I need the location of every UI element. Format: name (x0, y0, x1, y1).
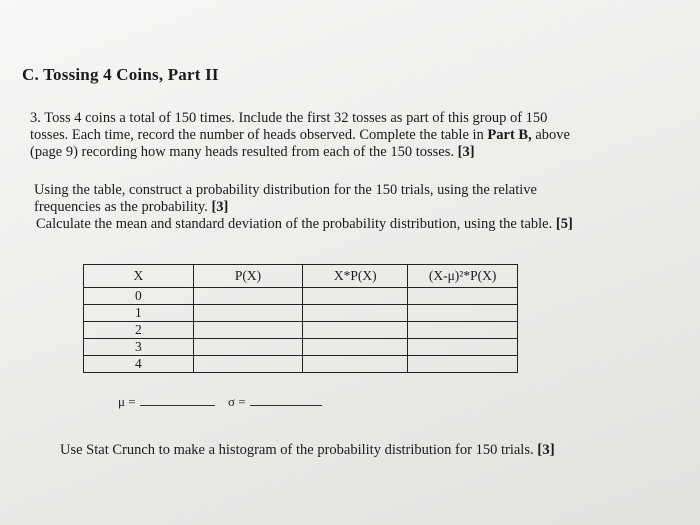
calculate-text: Calculate the mean and standard deviation of the probability distribution, using the table. (36, 216, 556, 232)
px-cell[interactable] (193, 356, 303, 373)
variance-cell[interactable] (408, 322, 518, 339)
calculate-instruction (36, 216, 573, 233)
question-3-line-2 (30, 127, 570, 144)
px-cell[interactable] (193, 322, 303, 339)
construct-line-2 (34, 199, 537, 216)
x-px-cell[interactable] (303, 322, 408, 339)
std-dev-answer-blank[interactable] (250, 397, 322, 406)
x-value: 1 (84, 305, 194, 322)
header-x-times-px: X*P(X) (303, 265, 408, 288)
question-3-line-2-end: above (531, 127, 570, 143)
px-cell[interactable] (193, 288, 303, 305)
mean-answer (118, 394, 215, 410)
points-mark: [3] (211, 199, 229, 215)
table-row (84, 322, 518, 339)
question-3-line-3-text: (page 9) recording how many heads resulted from each of the 150 tosses. (30, 144, 458, 160)
x-px-cell[interactable] (303, 356, 408, 373)
question-3-line-2-text: tosses. Each time, record the number of heads observed. Complete the table in (30, 127, 488, 143)
x-value: 0 (84, 288, 194, 305)
x-value: 4 (84, 356, 194, 373)
part-b-reference: Part B, (487, 127, 532, 143)
probability-distribution-table (83, 264, 518, 373)
table-row (84, 288, 518, 305)
table-row (84, 305, 518, 322)
question-3-line-1: 3. Toss 4 coins a total of 150 times. Include the first 32 tosses as part of this group of 150 (30, 110, 548, 126)
table-header-row (84, 265, 518, 288)
mean-answer-blank[interactable] (140, 397, 215, 406)
x-px-cell[interactable] (303, 339, 408, 356)
section-title: C. Tossing 4 Coins, Part II (22, 65, 219, 84)
variance-cell[interactable] (408, 356, 518, 373)
variance-cell[interactable] (408, 305, 518, 322)
x-px-cell[interactable] (303, 305, 408, 322)
points-mark: [3] (537, 442, 555, 458)
x-value: 3 (84, 339, 194, 356)
std-dev-answer (228, 394, 322, 410)
points-mark: [5] (555, 216, 573, 232)
question-3-line-3 (30, 144, 570, 161)
px-cell[interactable] (193, 339, 303, 356)
header-px: P(X) (193, 265, 303, 288)
header-x: X (84, 265, 194, 288)
x-value: 2 (84, 322, 194, 339)
mean-label: μ = (118, 394, 136, 409)
header-variance-term: (X-μ)²*P(X) (408, 265, 518, 288)
construct-instruction (34, 182, 537, 216)
construct-line-1: Using the table, construct a probability distribution for the 150 trials, using the relative (34, 182, 537, 198)
points-mark: [3] (457, 144, 475, 160)
histogram-text: Use Stat Crunch to make a histogram of the probability distribution for 150 trials. (60, 442, 538, 458)
table-row (84, 339, 518, 356)
question-3 (30, 110, 570, 161)
table-row (84, 356, 518, 373)
construct-line-2-text: frequencies as the probability. (34, 199, 212, 215)
x-px-cell[interactable] (303, 288, 408, 305)
histogram-instruction (60, 442, 555, 459)
std-dev-label: σ = (228, 394, 246, 409)
px-cell[interactable] (193, 305, 303, 322)
variance-cell[interactable] (408, 288, 518, 305)
variance-cell[interactable] (408, 339, 518, 356)
